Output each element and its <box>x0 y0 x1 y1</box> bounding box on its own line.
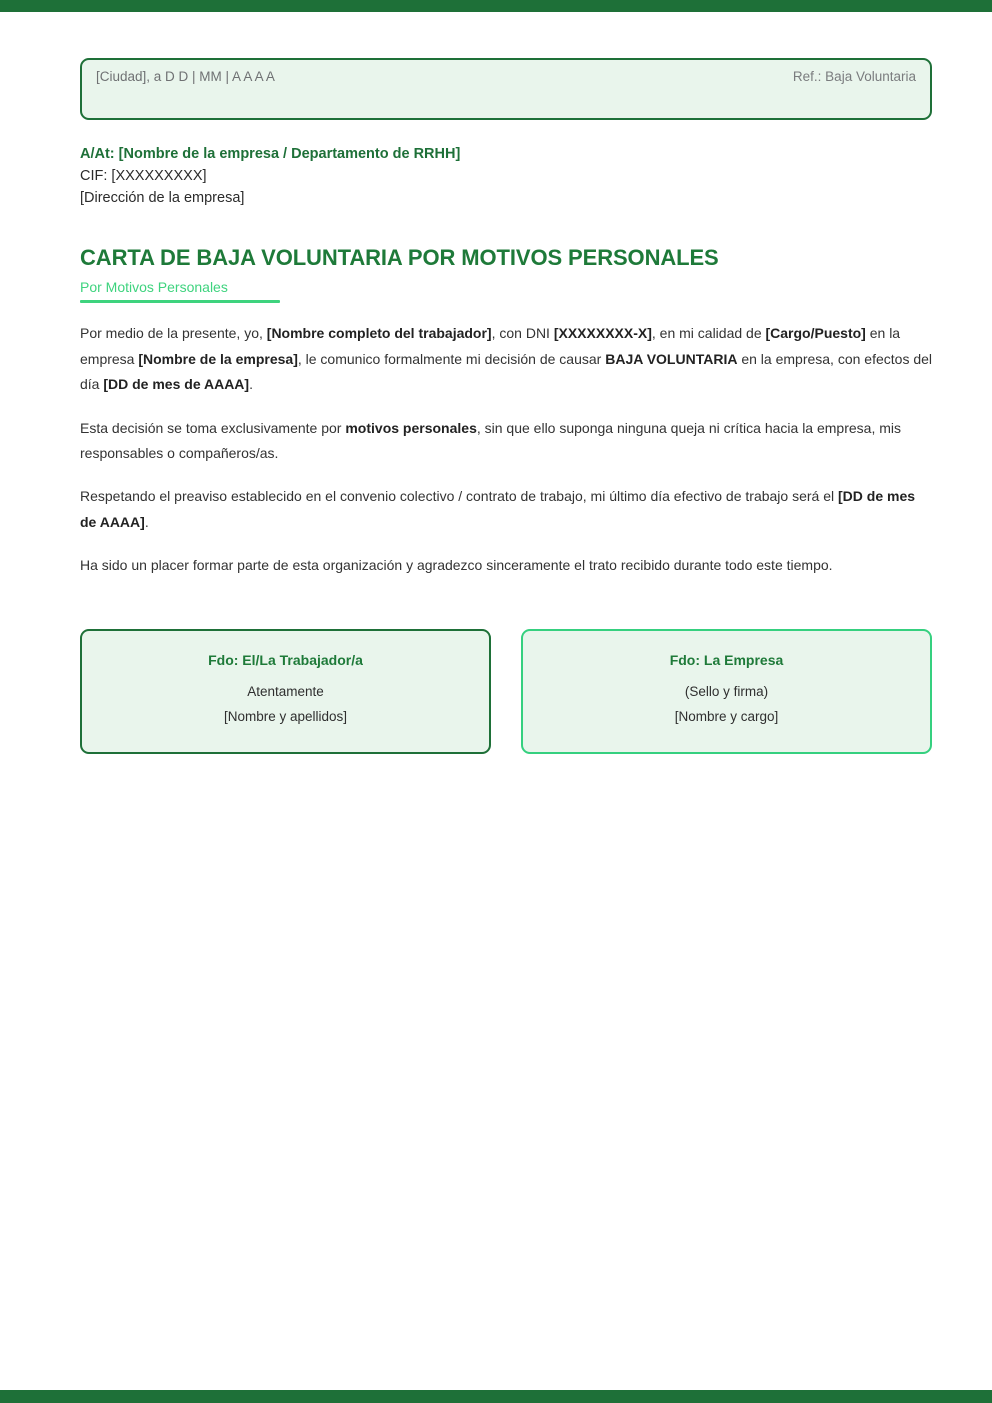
title-underline-rule <box>80 300 280 303</box>
letter-body <box>80 321 932 579</box>
body-paragraph-1 <box>80 321 932 397</box>
recipient-address-line: [Dirección de la empresa] <box>80 190 245 207</box>
signature-row <box>80 629 932 754</box>
letter-header-box <box>80 58 932 120</box>
signature-box-company <box>521 629 932 754</box>
p1-text-7: . <box>249 376 253 393</box>
page-bottom-accent-bar <box>0 1390 992 1403</box>
p1-field-company-name: [Nombre de la empresa] <box>138 350 298 367</box>
body-paragraph-3 <box>80 484 932 535</box>
letter-reference: Ref.: Baja Voluntaria <box>792 69 916 84</box>
page-subtitle: Por Motivos Personales <box>80 279 228 296</box>
p1-text-6: en la empresa, con efectos del día <box>80 350 933 393</box>
p1-text-1: Por medio de la presente, yo, <box>80 325 267 342</box>
p1-emphasis-baja-voluntaria: BAJA VOLUNTARIA <box>605 350 738 367</box>
body-paragraph-4: Ha sido un placer formar parte de esta organización y agradezco sinceramente el trato recibido durante todo este tiempo. <box>80 557 833 574</box>
p1-text-3: , en mi calidad de <box>651 325 766 342</box>
recipient-block <box>80 143 932 209</box>
signature-worker-line-1: Atentamente <box>247 683 324 699</box>
place-and-date: [Ciudad], a D D | MM | A A A A <box>96 69 275 84</box>
page-top-accent-bar <box>0 0 992 12</box>
signature-worker-line-2: [Nombre y apellidos] <box>223 708 348 724</box>
document-sheet <box>0 12 992 1390</box>
p3-text-1: Respetando el preaviso establecido en el convenio colectivo / contrato de trabajo, mi último día efectivo de trabajo será el <box>80 488 838 505</box>
p3-field-last-working-day: [DD de mes de AAAA] <box>80 488 916 530</box>
p1-field-dni: [XXXXXXXX-X] <box>553 325 652 342</box>
signature-company-title: Fdo: La Empresa <box>669 651 784 668</box>
signature-worker-title: Fdo: El/La Trabajador/a <box>208 651 363 668</box>
signature-box-worker <box>80 629 491 754</box>
body-paragraph-2 <box>80 416 932 467</box>
p1-field-position: [Cargo/Puesto] <box>765 325 866 342</box>
p1-text-5: , le comunico formalmente mi decisión de causar <box>297 350 606 367</box>
p2-emphasis-motivos-personales: motivos personales <box>345 419 477 436</box>
page-title: CARTA DE BAJA VOLUNTARIA POR MOTIVOS PERSONALES <box>80 245 719 271</box>
p1-text-2: , con DNI <box>491 325 554 342</box>
recipient-cif-line: CIF: [XXXXXXXXX] <box>80 168 207 185</box>
p1-text-4: en la empresa <box>80 325 901 367</box>
document-content <box>80 58 932 754</box>
p2-text-1: Esta decisión se toma exclusivamente por <box>80 419 346 436</box>
p1-field-effective-date: [DD de mes de AAAA] <box>103 376 250 393</box>
signature-company-line-1: (Sello y firma) <box>684 683 769 699</box>
recipient-attention-line: A/At: [Nombre de la empresa / Departamento de RRHH] <box>80 146 461 162</box>
p1-field-worker-name: [Nombre completo del trabajador] <box>266 325 492 342</box>
p3-text-2: . <box>144 513 149 530</box>
p2-text-2: , sin que ello suponga ninguna queja ni crítica hacia la empresa, mis responsables o compañeros/as. <box>80 419 902 461</box>
signature-company-line-2: [Nombre y cargo] <box>674 708 779 724</box>
